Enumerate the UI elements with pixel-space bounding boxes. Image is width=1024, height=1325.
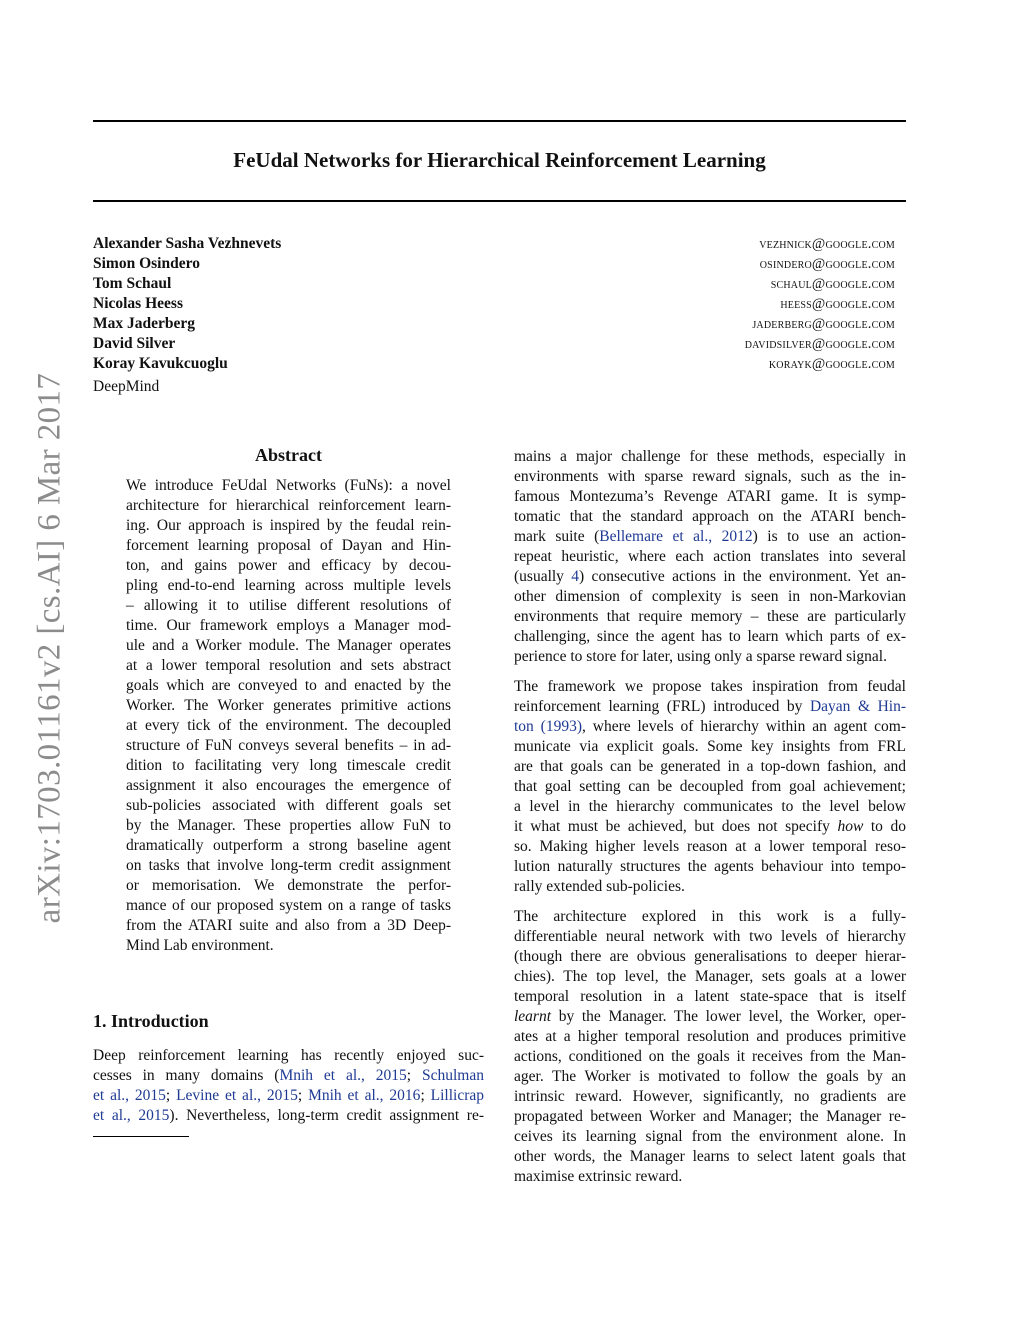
abstract-line: We introduce FeUdal Networks (FuNs): a novel (126, 477, 451, 494)
abstract-line: ton, and gains power and efficacy by decou- (126, 557, 451, 574)
body-line: mains a major challenge for these methods, especially in (514, 448, 906, 465)
section-heading-introduction: 1. Introduction (93, 1011, 209, 1031)
intro-line: cesses in many domains (Mnih et al., 2015; Schulman (93, 1067, 484, 1084)
affiliation: DeepMind (93, 378, 160, 395)
body-line: tomatic that the standard approach on the ATARI bench- (514, 508, 906, 525)
abstract-line: assignment it also encourages the emergence of (126, 777, 451, 794)
author-list (93, 234, 895, 374)
body-line: ton (1993), where levels of hierarchy within an agent com- (514, 718, 906, 735)
body-line: lution naturally structures the agents behaviour into tempo- (514, 858, 906, 875)
body-line: challenging, since the agent has to learn which parts of ex- (514, 628, 906, 645)
author-name: Nicolas Heess (93, 295, 183, 312)
author-row (93, 354, 895, 374)
citation-link[interactable]: et al., 2015 (93, 1107, 170, 1124)
author-name: Max Jaderberg (93, 315, 196, 332)
body-line: rally extended sub-policies. (514, 878, 685, 895)
body-line: differentiable neural network with two levels of hierarchy (514, 928, 906, 945)
author-email[interactable]: davidsilver@google.com (744, 336, 895, 352)
body-line: it what must be achieved, but does not specify how to do (514, 818, 906, 835)
body-line: actions, conditioned on the goals it receives from the Man- (514, 1048, 906, 1065)
body-line: The architecture explored in this work is a fully- (514, 908, 906, 925)
body-line: perience to store for later, using only a sparse reward signal. (514, 648, 887, 665)
abstract-line: ing. Our approach is inspired by the feudal rein- (126, 517, 451, 534)
abstract-line: sub-policies associated with different goals set (126, 797, 451, 814)
citation-link[interactable]: Lillicrap (430, 1087, 484, 1104)
abstract-line: dramatically outperform a strong baseline agent (126, 837, 451, 854)
author-name: Koray Kavukcuoglu (93, 355, 228, 372)
body-line: propagated between Worker and Manager; the Manager re- (514, 1108, 906, 1125)
abstract-line: or memorisation. We demonstrate the perfor- (126, 877, 451, 894)
citation-link[interactable]: Bellemare et al., 2012 (599, 528, 753, 545)
author-row (93, 254, 895, 274)
title-rule-top (93, 120, 906, 122)
body-line: The framework we propose takes inspiration from feudal (514, 678, 906, 695)
author-row (93, 314, 895, 334)
author-name: Simon Osindero (93, 255, 200, 272)
body-line: municate via explicit goals. Some key insights from FRL (514, 738, 906, 755)
abstract-line: Mind Lab environment. (126, 937, 274, 954)
abstract-line: goals which are conveyed to and enacted by the (126, 677, 451, 694)
paragraph-architecture (514, 907, 906, 1187)
citation-link[interactable]: Dayan & Hin- (809, 698, 906, 715)
author-row (93, 294, 895, 314)
author-email[interactable]: osindero@google.com (759, 256, 895, 272)
body-line: (though there are obvious generalisations to deeper hierar- (514, 948, 906, 965)
abstract-line: forcement learning proposal of Dayan and Hin- (126, 537, 451, 554)
body-line: reinforcement learning (FRL) introduced by Dayan & Hin- (514, 698, 906, 715)
abstract-line: at every tick of the environment. The decoupled (126, 717, 451, 734)
abstract-line: on tasks that involve long-term credit assignment (126, 857, 451, 874)
author-email[interactable]: heess@google.com (780, 296, 895, 312)
author-name: Tom Schaul (93, 275, 172, 292)
author-name: David Silver (93, 335, 176, 352)
abstract-body (126, 476, 451, 956)
author-email[interactable]: vezhnick@google.com (759, 236, 895, 252)
footnote-rule (93, 1136, 189, 1137)
citation-link[interactable]: et al., 2015 (93, 1087, 166, 1104)
title-rule-bottom (93, 200, 906, 202)
citation-link[interactable]: Mnih et al., 2016 (308, 1087, 421, 1104)
body-line: maximise extrinsic reward. (514, 1168, 683, 1185)
body-line: repeat heuristic, where each action translates into several (514, 548, 906, 565)
body-line: (usually 4) consecutive actions in the environment. Yet an- (514, 568, 907, 585)
paragraph-feudal-rl (514, 677, 906, 897)
body-line: environments with sparse reward signals, such as the in- (514, 468, 906, 485)
abstract-line: architecture for hierarchical reinforcement learn- (126, 497, 451, 514)
abstract-line: structure of FuN conveys several benefits – in ad- (126, 737, 451, 754)
author-row (93, 334, 895, 354)
body-line: ceives its learning signal from the environment alone. In (514, 1128, 906, 1145)
author-name: Alexander Sasha Vezhnevets (93, 235, 282, 252)
arxiv-identifier-text: arXiv:1703.01161v2 [cs.AI] 6 Mar 2017 (31, 372, 68, 924)
abstract-line: by the Manager. These properties allow FuN to (126, 817, 451, 834)
abstract-line: Worker. The Worker generates primitive actions (126, 697, 451, 714)
abstract-line: ule and a Worker module. The Manager operates (126, 637, 451, 654)
author-email[interactable]: jaderberg@google.com (752, 316, 895, 332)
abstract-heading: Abstract (255, 445, 322, 465)
intro-line: Deep reinforcement learning has recently enjoyed suc- (93, 1047, 484, 1064)
abstract-line: at a lower temporal resolution and sets abstract (126, 657, 451, 674)
body-line: temporal resolution in a latent state-space that is itself (514, 988, 906, 1005)
body-line: ates at a higher temporal resolution and produces primitive (514, 1028, 906, 1045)
paper-title: FeUdal Networks for Hierarchical Reinforcement Learning (233, 148, 766, 172)
body-line: famous Montezuma’s Revenge ATARI game. It is symp- (514, 488, 906, 505)
body-line: are that goals can be generated in a top-down fashion, and (514, 758, 906, 775)
author-email[interactable]: korayk@google.com (768, 356, 895, 372)
citation-link[interactable]: ton (1993) (514, 718, 583, 735)
paragraph-challenges (514, 447, 906, 667)
abstract-line: – allowing it to utilise different resolutions of (126, 597, 451, 614)
abstract-line: from the ATARI suite and also from a 3D Deep- (126, 917, 451, 934)
abstract-line: dition to facilitating very long timescale credit (126, 757, 451, 774)
body-line: environments that require memory – these are particularly (514, 608, 906, 625)
footnote-link[interactable]: 4 (571, 568, 580, 585)
body-line: mark suite (Bellemare et al., 2012) is to use an action- (514, 528, 906, 545)
body-line: learnt by the Manager. The lower level, the Worker, oper- (514, 1008, 906, 1025)
introduction-body (93, 1046, 484, 1126)
body-line: intrinsic reward. However, significantly, no gradients are (514, 1088, 906, 1105)
body-line: other dimension of complexity is seen in non-Markovian (514, 588, 906, 605)
citation-link[interactable]: Mnih et al., 2015 (279, 1067, 407, 1084)
body-line: so. Making higher levels reason at a lower temporal reso- (514, 838, 906, 855)
author-row (93, 274, 895, 294)
body-line: a level in the hierarchy communicates to the level below (514, 798, 906, 815)
intro-line: et al., 2015; Levine et al., 2015; Mnih et al., 2016; Lillicrap (93, 1087, 484, 1104)
abstract-line: time. Our framework employs a Manager mod- (126, 617, 451, 634)
abstract-line: mance of our proposed system on a range of tasks (126, 897, 451, 914)
author-row (93, 234, 895, 254)
author-email[interactable]: schaul@google.com (770, 276, 895, 292)
citation-link[interactable]: Schulman (421, 1067, 484, 1084)
intro-line: et al., 2015). Nevertheless, long-term credit assignment re- (93, 1107, 484, 1124)
body-line: that goal setting can be decoupled from goal achievement; (514, 778, 906, 795)
body-line: ager. The Worker is motivated to follow the goals by an (514, 1068, 906, 1085)
body-line: other words, the Manager learns to select latent goals that (514, 1148, 906, 1165)
body-line: chies). The top level, the Manager, sets goals at a lower (514, 968, 906, 985)
citation-link[interactable]: Levine et al., 2015 (176, 1087, 298, 1104)
abstract-line: pling end-to-end learning across multiple levels (126, 577, 451, 594)
